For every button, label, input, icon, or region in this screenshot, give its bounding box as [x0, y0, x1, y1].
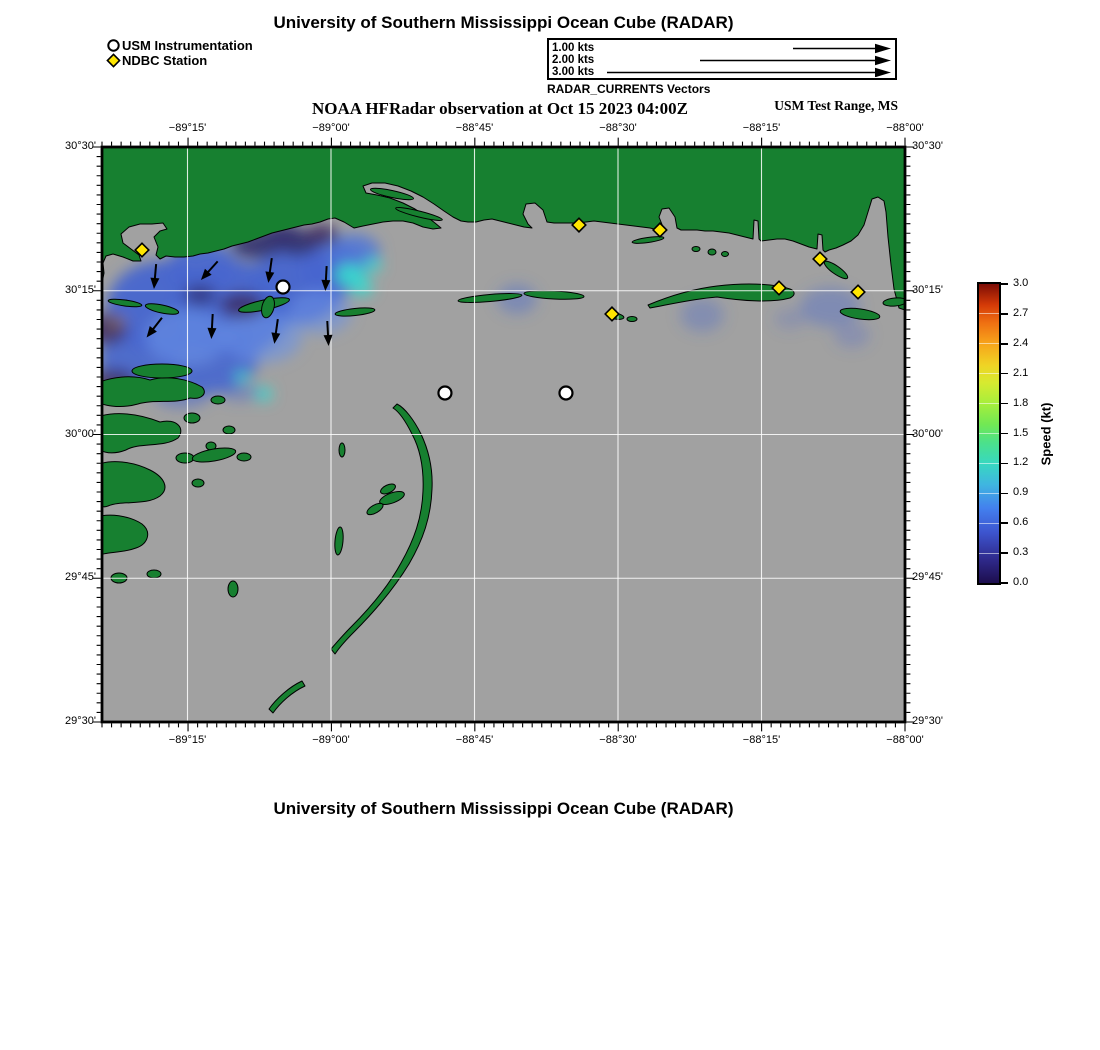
lat-tick-label: 29°30' — [65, 715, 96, 727]
marsh — [228, 581, 238, 597]
vector-scale-arrows — [549, 40, 894, 77]
marsh — [176, 453, 194, 463]
lon-tick-label: −88°45' — [455, 122, 494, 134]
vector-arrowhead-icon — [875, 68, 891, 77]
colorbar-tick-label: 1.8 — [1013, 396, 1029, 409]
islet — [722, 252, 729, 257]
page-title: University of Southern Mississippi Ocean Cube (RADAR) — [273, 13, 734, 32]
islet — [692, 247, 700, 252]
legend-item — [106, 53, 253, 68]
marsh — [237, 453, 251, 461]
usm-station-marker — [559, 386, 572, 399]
legend-label: NDBC Station — [122, 53, 208, 68]
colorbar-tick-label: 0.6 — [1013, 516, 1029, 529]
vector-scale-label: 3.00 kts — [552, 65, 595, 78]
observation-subtitle: NOAA HFRadar observation at Oct 15 2023 04:00Z — [311, 99, 689, 118]
circle-marker-icon — [106, 38, 122, 53]
vector-scale-label: 2.00 kts — [552, 53, 595, 66]
map-canvas — [92, 137, 915, 732]
colorbar-tick-label: 2.1 — [1013, 366, 1029, 379]
lat-tick-label: 29°45' — [65, 571, 96, 584]
lon-tick-label: −88°00' — [886, 122, 924, 134]
lon-tick-label: −88°45' — [455, 734, 494, 746]
lat-tick-label: 29°30' — [912, 715, 943, 727]
colorbar-tick — [1001, 522, 1008, 524]
legend-label: USM Instrumentation — [122, 38, 253, 53]
vector-scale-box — [547, 38, 897, 80]
usm-station-marker — [438, 386, 451, 399]
lat-tick-label: 30°15' — [912, 283, 943, 296]
lon-tick-label: −89°00' — [312, 734, 350, 746]
usm-station-marker — [276, 281, 289, 294]
lat-tick-label: 30°00' — [912, 427, 943, 440]
colorbar-tick — [1001, 463, 1008, 465]
lon-tick-label: −88°30' — [599, 734, 637, 746]
vector-scale-label: 1.00 kts — [552, 41, 595, 54]
colorbar-gridline — [979, 463, 999, 464]
lat-tick-label: 29°45' — [912, 571, 943, 584]
lon-tick-label: −88°30' — [599, 122, 637, 134]
diamond-marker-icon — [106, 53, 122, 68]
vector-arrowhead-icon — [875, 56, 891, 66]
colorbar-gridline — [979, 343, 999, 344]
marsh — [147, 570, 161, 578]
colorbar-gridline — [979, 313, 999, 314]
lat-tick-label: 30°30' — [912, 140, 943, 152]
colorbar-gridline — [979, 433, 999, 434]
colorbar-tick-label: 0.3 — [1013, 546, 1029, 559]
colorbar-gridline — [979, 373, 999, 374]
lon-tick-label: −88°00' — [886, 734, 924, 746]
marsh — [223, 426, 235, 434]
colorbar-tick — [1001, 313, 1008, 315]
colorbar-gridline — [979, 553, 999, 554]
lat-tick-label: 30°00' — [65, 427, 96, 440]
colorbar-tick-label: 2.7 — [1013, 306, 1029, 319]
colorbar-tick — [1001, 343, 1008, 345]
colorbar-tick-label: 2.4 — [1013, 336, 1029, 349]
colorbar-tick — [1001, 373, 1008, 375]
colorbar-tick-label: 1.2 — [1013, 456, 1029, 469]
islet — [708, 249, 716, 255]
colorbar-tick — [1001, 403, 1008, 405]
colorbar-tick-label: 1.5 — [1013, 426, 1029, 439]
marsh — [132, 364, 192, 378]
legend-item — [106, 38, 253, 53]
lon-tick-label: −89°00' — [312, 122, 350, 134]
lon-tick-label: −89°15' — [168, 734, 207, 746]
vector-legend-caption: RADAR_CURRENTS Vectors — [547, 82, 711, 96]
lat-tick-label: 30°15' — [65, 283, 96, 296]
colorbar-tick — [1001, 433, 1008, 435]
marsh — [184, 413, 200, 423]
islet — [339, 443, 345, 457]
islet — [627, 317, 637, 322]
colorbar-tick-label: 3.0 — [1013, 277, 1029, 289]
marsh — [211, 396, 225, 404]
lon-tick-label: −89°15' — [168, 122, 207, 134]
lat-tick-label: 30°30' — [65, 140, 96, 152]
test-range-label: USM Test Range, MS — [774, 98, 898, 113]
colorbar-tick — [1001, 283, 1008, 285]
colorbar-tick-label: 0.9 — [1013, 486, 1029, 499]
colorbar-gridline — [979, 493, 999, 494]
colorbar-tick-label: 0.0 — [1013, 576, 1029, 588]
symbol-legend — [106, 38, 253, 68]
colorbar-tick — [1001, 493, 1008, 495]
colorbar-title: Speed (kt) — [1038, 402, 1054, 466]
colorbar-tick — [1001, 582, 1008, 584]
vector-arrowhead-icon — [875, 44, 891, 54]
lon-tick-label: −88°15' — [742, 122, 781, 134]
marsh — [192, 479, 204, 487]
footer-title: University of Southern Mississippi Ocean Cube (RADAR) — [273, 799, 734, 818]
colorbar-tick — [1001, 552, 1008, 554]
lon-tick-label: −88°15' — [742, 734, 781, 746]
colorbar-gridline — [979, 523, 999, 524]
colorbar-gridline — [979, 403, 999, 404]
